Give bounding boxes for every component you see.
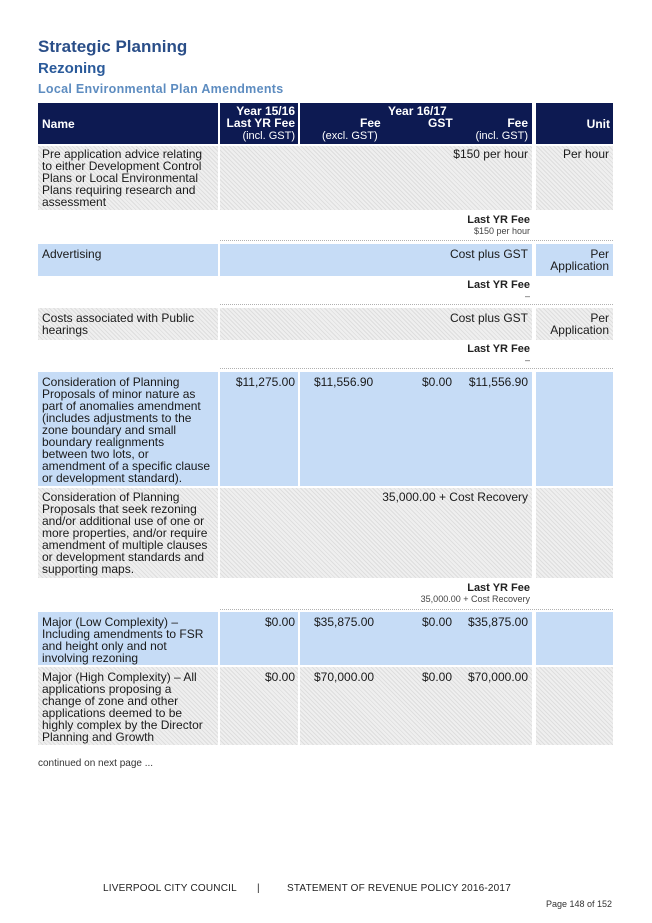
header-year1516: Year 15/16 Last YR Fee (incl. GST) xyxy=(220,103,298,144)
row-unit-cell xyxy=(536,667,613,745)
row-value-cell: Cost plus GST xyxy=(220,244,532,276)
footer-separator: | xyxy=(257,883,260,894)
section-title: Local Environmental Plan Amendments xyxy=(38,82,284,96)
row-unit-cell: Per hour xyxy=(536,146,613,210)
row-last-year-cell: $11,275.00 xyxy=(220,372,298,486)
row-last-year-cell: $0.00 xyxy=(220,612,298,665)
row-fee-cell: $35,875.00 $0.00 $35,875.00 xyxy=(300,612,532,665)
page-subtitle: Rezoning xyxy=(38,60,106,77)
page-title: Strategic Planning xyxy=(38,37,188,56)
continued-note: continued on next page ... xyxy=(38,758,154,769)
row-fee-cell: $11,556.90 $0.00 $11,556.90 xyxy=(300,372,532,486)
row-fee-cell: $70,000.00 $0.00 $70,000.00 xyxy=(300,667,532,745)
last-year-note: Last YR Fee – xyxy=(220,340,532,370)
header-year1617: Year 16/17 Fee (excl. GST) GST Fee (incl. GST) xyxy=(300,103,532,144)
row-last-year-cell: $0.00 xyxy=(220,667,298,745)
row-unit-cell: Per Application xyxy=(536,308,613,340)
row-name-cell: Costs associated with Public hearings xyxy=(38,308,218,340)
page-number: Page 148 of 152 xyxy=(545,899,612,909)
row-unit-cell: Per Application xyxy=(536,244,613,276)
row-value-cell: $150 per hour xyxy=(220,146,532,210)
row-value-cell: 35,000.00 + Cost Recovery xyxy=(220,488,532,578)
row-name-cell: Advertising xyxy=(38,244,218,276)
footer-document: STATEMENT OF REVENUE POLICY 2016-2017 xyxy=(287,883,511,894)
row-unit-cell xyxy=(536,612,613,665)
last-year-note: Last YR Fee $150 per hour xyxy=(220,210,532,242)
row-value-cell: Cost plus GST xyxy=(220,308,532,340)
row-unit-cell xyxy=(536,488,613,578)
row-name-cell: Consideration of Planning Proposals that seek rezoning and/or additional use of one or more properties, and/or require amendment of multiple clauses or development standards and supporting maps. xyxy=(38,488,218,578)
row-name-cell: Pre application advice relating to either Development Control Plans or Local Environmental Plans requiring research and assessment xyxy=(38,146,218,210)
row-name-cell: Consideration of Planning Proposals of minor nature as part of anomalies amendment (includes adjustments to the zone boundary and small boundary realignments between two lots, or amendment of a specific clause or development standard). xyxy=(38,372,218,486)
last-year-note: Last YR Fee – xyxy=(220,276,532,306)
row-name-cell: Major (Low Complexity) – Including amendments to FSR and height only and not involving rezoning xyxy=(38,612,218,665)
row-name-cell: Major (High Complexity) – All applications proposing a change of zone and other applications deemed to be highly complex by the Director Planning and Growth xyxy=(38,667,218,745)
last-year-note: Last YR Fee 35,000.00 + Cost Recovery xyxy=(220,578,532,610)
header-unit: Unit xyxy=(536,103,613,144)
row-unit-cell xyxy=(536,372,613,486)
footer-council: LIVERPOOL CITY COUNCIL xyxy=(103,883,237,894)
header-name: Name xyxy=(38,103,218,144)
